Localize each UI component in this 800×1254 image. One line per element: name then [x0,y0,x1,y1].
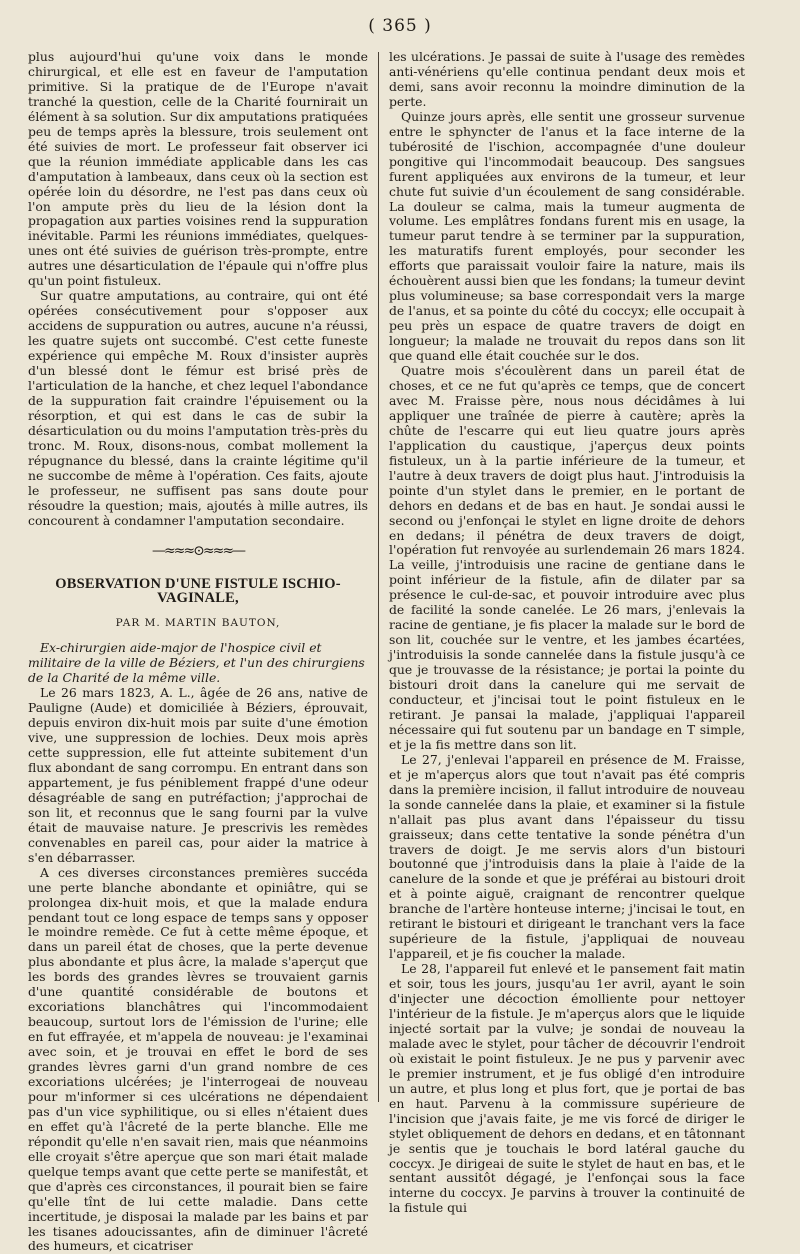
article-heading: OBSERVATION D'UNE FISTULE ISCHIO-VAGINALE, [55,575,341,607]
paragraph: Le 27, j'enlevai l'appareil en présence de M. Fraisse, et je m'aperçus alors que tout n'avait pas été compris dans la première incision, il fallut introduire de nouveau la sonde cannelée dans la plaie, et examiner si la fistule n'allait pas plus avant dans l'épaisseur du tissu graisseux; dans cette tentative la sonde pénétra d'un travers de doigt. Je me servis alors d'un bistouri boutonné que j'introduisis dans la plaie à l'aide de la canelure de la sonde et que je préférai au bistouri droit et à pointe aiguë, craignant de rencontrer quelque branche de l'artère honteuse interne; j'incisai le tout, en retirant le bistouri et dirigeant le tranchant vers la face supérieure de la fistule, j'appliquai de nouveau l'appareil, et je fis coucher la malade. [389,751,745,962]
author-affiliation: Ex-chirurgien aide-major de l'hospice civil et militaire de la ville de Béziers, et l'un des chirurgiens de la Charité de la même ville. [28,640,365,686]
right-column [389,49,745,1216]
paragraph: Le 28, l'appareil fut enlevé et le pansement fait matin et soir, tous les jours, jusqu'au 1er avril, ayant le soin d'injecter une décoction émolliente pour nettoyer l'intérieur de la fistule. Je m'aperçus alors que le liquide injecté sortait par la vulve; je sondai de nouveau la malade avec le stylet, pour tâcher de découvrir l'endroit où existait le point fistuleux. Je ne pus y parvenir avec le premier instrument, et je fus obligé d'en introduire un autre, et plus long et plus fort, que je portai de bas en haut. Parvenu à la commissure supérieure de l'incision que j'avais faite, je me vis forcé de diriger le stylet obliquement de dehors en dedans, et en tâtonnant je sentis que je touchais le bord latéral gauche du coccyx. Je dirigeai de suite le stylet de haut en bas, et le sentant aussitôt dégagé, je l'enfonçai sous la face interne du coccyx. Je parvins à trouver la continuité de la fistule qui [389,961,745,1216]
left-column [28,49,369,1254]
ornamental-divider: —≈≈≈⊙≈≈≈— [151,542,245,559]
column-rule [378,52,379,1102]
page-number: ( 365 ) [368,16,432,36]
paragraph: Le 26 mars 1823, A. L., âgée de 26 ans, native de Pauligne (Aude) et domiciliée à Béziers, éprouvait, depuis environ dix-huit mois par suite d'une émotion vive, une suppression de lochies. Deux mois après cette suppression, elle fut atteinte subitement d'un flux abondant de sang corrompu. En entrant dans son appartement, je fus péniblement frappé d'une odeur désagréable de sang en putréfaction; j'approchai de son lit, et reconnus que le sang fourni par la vulve était de mauvaise nature. Je prescrivis les remèdes convenables en pareil cas, pour aider la matrice à s'en débarrasser. [28,685,368,865]
paragraph: Quatre mois s'écoulèrent dans un pareil état de choses, et ce ne fut qu'après ce temps, que de concert avec M. Fraisse père, nous nous décidâmes à lui appliquer une traînée de pierre à cautère; après la chûte de l'escarre qui eut lieu quatre jours après l'application du caustique, j'aperçus deux points fistuleux, un à la partie inférieure de la tumeur, et l'autre à deux travers de doigt plus haut. J'introduisis la pointe d'un stylet dans le premier, en le portant de dehors en dedans et de bas en haut. Je sondai aussi le second ou j'enfonçai le stylet en ligne droite de dehors en dedans; il pénétra de deux travers de doigt, l'opération fut renvoyée au surlendemain 26 mars 1824. La veille, j'introduisis une racine de gentiane dans le point inférieur de la fistule, afin de dilater par sa présence le cul-de-sac, et pouvoir introduire avec plus de facilité la sonde canelée. Le 26 mars, j'enlevais la racine de gentiane, je fis placer la malade sur le bord de son lit, couchée sur le ventre, et les jambes écartées, j'introduisis la sonde cannelée dans la fistule jusqu'à ce que je trouvasse de la résistance; je portai la pointe du bistouri droit dans la canelure qui me servait de conducteur, et j'incisai tout le point fistuleux en le retirant. Je pansai la malade, j'appliquai l'appareil nécessaire qui fut soutenu par un bandage en T simple, et je la fis mettre dans son lit. [389,363,745,752]
paragraph: A ces diverses circonstances premières succéda une perte blanche abondante et opiniâtre, qui se prolongea dix-huit mois, et que la malade endura pendant tout ce long espace de temps sans y opposer le moindre remède. Ce fut à cette même époque, et dans un pareil état de choses, que la perte devenue plus abondante et plus âcre, la malade s'aperçut que les bords des grandes lèvres se trouvaient garnis d'une quantité considérable de boutons et excoriations blanchâtres qui l'incommodaient beaucoup, surtout lors de l'émission de l'urine; elle en fut effrayée, et m'appela de nouveau: je l'examinai avec soin, et je trouvai en effet le bord de ses grandes lèvres garni d'un grand nombre de ces excoriations ulcérées; je l'interrogeai de nouveau pour m'informer si ces ulcérations ne dépendaient pas d'un vice syphilitique, ou si elles n'étaient dues en effet qu'à l'âcreté de la perte blanche. Elle me répondit qu'elle n'en savait rien, mais que néanmoins elle croyait s'être aperçue que son mari était malade quelque temps avant que cette perte se manifestât, et que d'après ces circonstances, il pourait bien se faire qu'elle tînt de lui cette maladie. Dans cette incertitude, je disposai la malade par les bains et par les tisanes adoucissantes, afin de diminuer l'âcreté des humeurs, et cicatriser [28,864,368,1254]
paragraph: Sur quatre amputations, au contraire, qui ont été opérées consécutivement pour s'opposer aux accidens de suppuration ou autres, aucune n'a réussi, les quatre sujets ont succombé. C'est cette funeste expérience qui empêche M. Roux d'insister auprès d'un blessé dont le fémur est brisé près de l'articulation de la hanche, et chez lequel l'abondance de la suppuration fait craindre l'épuisement ou la résorption, et qui est dans le cas de subir la désarticulation ou du moins l'amputation très-près du tronc. M. Roux, disons-nous, combat mollement la répugnance du blessé, dans la crainte légitime qu'il ne succombe de même à l'opération. Ces faits, ajoute le professeur, ne suffisent pas sans doute pour résoudre la question; mais, ajoutés à mille autres, ils concourent à condamner l'amputation secondaire. [28,288,368,528]
paragraph: les ulcérations. Je passai de suite à l'usage des remèdes anti-vénériens qu'elle continua pendant deux mois et demi, sans avoir reconnu la moindre diminution de la perte. [389,49,745,109]
paragraph: plus aujourd'hui qu'une voix dans le monde chirurgical, et elle est en faveur de l'amputation primitive. Si la pratique de de l'Europe n'avait tranché la question, celle de la Charité fournirait un élément à sa solution. Sur dix amputations pratiquées peu de temps après la blessure, trois seulement ont été suivies de mort. Le professeur fait observer ici que la réunion immédiate applicable dans les cas d'amputation à lambeaux, dans ceux où la section est opérée loin du désordre, ne l'est pas dans ceux où l'on ampute près du lieu de la lésion dont la propagation aux parties voisines rend la suppuration inévitable. Parmi les réunions immédiates, quelques-unes ont été suivies de guérison très-prompte, entre autres une désarticulation de l'épaule qui n'offre plus qu'un point fistuleux. [28,49,369,289]
paragraph: Quinze jours après, elle sentit une grosseur survenue entre le sphyncter de l'anus et la face interne de la tubérosité de l'ischion, accompagnée d'une douleur pongitive qui l'incommodait beaucoup. Des sangsues furent appliquées aux environs de la tumeur, et leur chute fut suivie d'un écoulement de sang considérable. La douleur se calma, mais la tumeur augmenta de volume. Les emplâtres fondans furent mis en usage, la tumeur parut tendre à se terminer par la suppuration, les maturatifs furent employés, pour seconder les efforts que paraissait vouloir faire la nature, mais ils échouèrent aussi bien que les fondans; la tumeur devint plus volumineuse; sa base correspondait vers la marge de l'anus, et sa pointe du côté du coccyx; elle occupait à peu près un espace de quatre travers de doigt en longueur; la malade ne trouvait du repos dans son lit que quand elle était couchée sur le dos. [389,108,745,364]
author-byline: PAR M. MARTIN BAUTON, [115,617,281,630]
